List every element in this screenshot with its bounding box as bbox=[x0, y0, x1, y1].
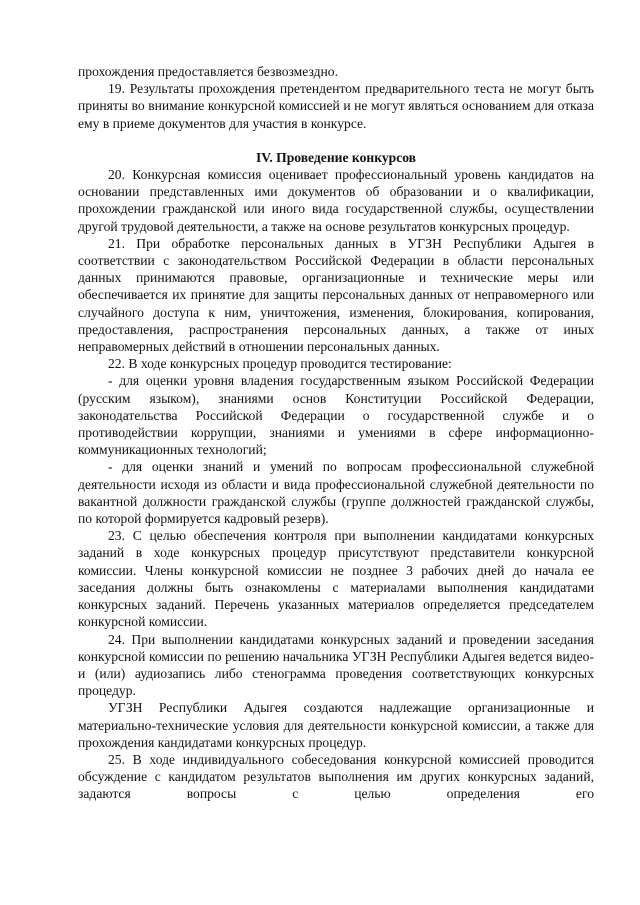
paragraph-25: 25. В ходе индивидуального собеседования конкурсной комиссией проводится обсуждение с кандидатом результатов выполнения им других конкурсных заданий, задаются вопросы с целью определения его bbox=[78, 751, 594, 802]
section-heading: IV. Проведение конкурсов bbox=[255, 149, 417, 165]
paragraph-22: 22. В ходе конкурсных процедур проводится тестирование: bbox=[108, 356, 452, 372]
list-item-testing-professional: - для оценки знаний и умений по вопросам профессиональной служебной деятельности исходя из области и вида профессиональной служебной деятельности по вакантной должности гражданской службы (группе должностей гражданской службы, по которой формируется кадровый резерв). bbox=[78, 459, 594, 527]
paragraph-24: 24. При выполнении кандидатами конкурсных заданий и проведении заседания конкурсной комиссии по решению начальника УГЗН Республики Адыгея ведется видео- и (или) аудиозапись либо стенограмма проведения соответствующих конкурсных процедур. bbox=[78, 631, 594, 699]
paragraph-24-continued: УГЗН Республики Адыгея создаются надлежащие организационные и материально-технические условия для деятельности конкурсной комиссии, а также для прохождения кандидатами конкурсных процедур. bbox=[78, 700, 594, 750]
paragraph-23: 23. С целью обеспечения контроля при выполнении кандидатами конкурсных заданий в ходе конкурсных процедур присутствуют представители конкурсной комиссии. Члены конкурсной комиссии не позднее 3 рабочих дней до начала ее заседания должны быть ознакомлены с материалами выполнения кандидатами конкурсных заданий. Перечень указанных материалов определяется председателем конкурсной комиссии. bbox=[78, 528, 594, 630]
paragraph-20: 20. Конкурсная комиссия оценивает профессиональный уровень кандидатов на основании представленных ими документов об образовании и о квалификации, прохождении гражданской или иного вида государственной службы, осуществлении другой трудовой деятельности, а также на основе результатов конкурсных процедур. bbox=[78, 167, 594, 234]
document-page bbox=[78, 63, 594, 803]
paragraph-continuation: прохождения предоставляется безвозмездно. bbox=[78, 64, 338, 79]
list-item-testing-language: - для оценки уровня владения государственным языком Российской Федерации (русским языком), знаниями основ Конституции Российской Федерации, законодательства Российской Федерации о государственной службе и о противодействии коррупции, знаниями и умениями в сфере информационно-коммуникационных технологий; bbox=[78, 373, 594, 458]
paragraph-21: 21. При обработке персональных данных в УГЗН Республики Адыгея в соответствии с законодательством Российской Федерации в области персональных данных принимаются правовые, организационные и технические меры или обеспечивается их принятие для защиты персональных данных от неправомерного или случайного доступа к ним, уничтожения, изменения, блокирования, копирования, предоставления, распространения персональных данных, а также от иных неправомерных действий в отношении персональных данных. bbox=[78, 235, 594, 355]
paragraph-19: 19. Результаты прохождения претендентом предварительного теста не могут быть приняты во внимание конкурсной комиссией и не могут являться основанием для отказа ему в приеме документов для участия в конкурсе. bbox=[78, 81, 594, 131]
